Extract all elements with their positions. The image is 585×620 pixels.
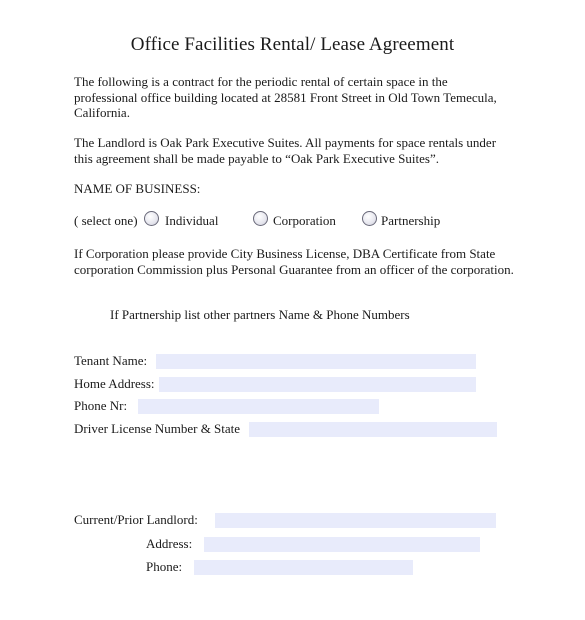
partnership-label: Partnership [381,213,441,228]
payment-paragraph: The Landlord is Oak Park Executive Suites. All payments for space rentals under this agreement shall be made payable to “Oak Park Executive Suites”. [74,135,497,166]
landlord-address-field[interactable] [204,537,480,552]
corporation-note: If Corporation please provide City Business License, DBA Certificate from State corporation Commission plus Personal Guarantee from an officer of the corporation. [74,246,514,277]
partnership-radio[interactable] [362,211,377,226]
individual-label: Individual [165,213,219,228]
landlord-address-row [146,536,486,553]
tenant-name-row [74,353,484,370]
phone-label: Phone Nr: [74,398,128,413]
phone-row [74,398,484,415]
home-address-field[interactable] [159,377,476,392]
home-address-label: Home Address: [74,376,155,391]
intro-paragraph: The following is a contract for the periodic rental of certain space in the professional office building located at 28581 Front Street in Old Town Temecula, California. [74,74,497,120]
landlord-field[interactable] [215,513,496,528]
landlord-row [74,512,504,529]
tenant-name-label: Tenant Name: [74,353,148,368]
business-heading: NAME OF BUSINESS: [74,181,201,196]
corporation-label: Corporation [273,213,336,228]
landlord-phone-field[interactable] [194,560,413,575]
driver-license-row [74,421,504,438]
business-type-selector [74,211,514,233]
individual-radio[interactable] [144,211,159,226]
landlord-phone-row [146,559,426,576]
phone-field[interactable] [138,399,379,414]
landlord-label: Current/Prior Landlord: [74,512,198,527]
select-prompt: ( select one) [74,213,138,228]
driver-license-label: Driver License Number & State [74,421,241,436]
partners-note: If Partnership list other partners Name & Phone Numbers [110,307,410,322]
landlord-phone-label: Phone: [146,559,183,574]
document-title: Office Facilities Rental/ Lease Agreement [130,34,455,55]
driver-license-field[interactable] [249,422,497,437]
landlord-address-label: Address: [146,536,193,551]
home-address-row [74,376,484,393]
tenant-name-field[interactable] [156,354,476,369]
corporation-radio[interactable] [253,211,268,226]
